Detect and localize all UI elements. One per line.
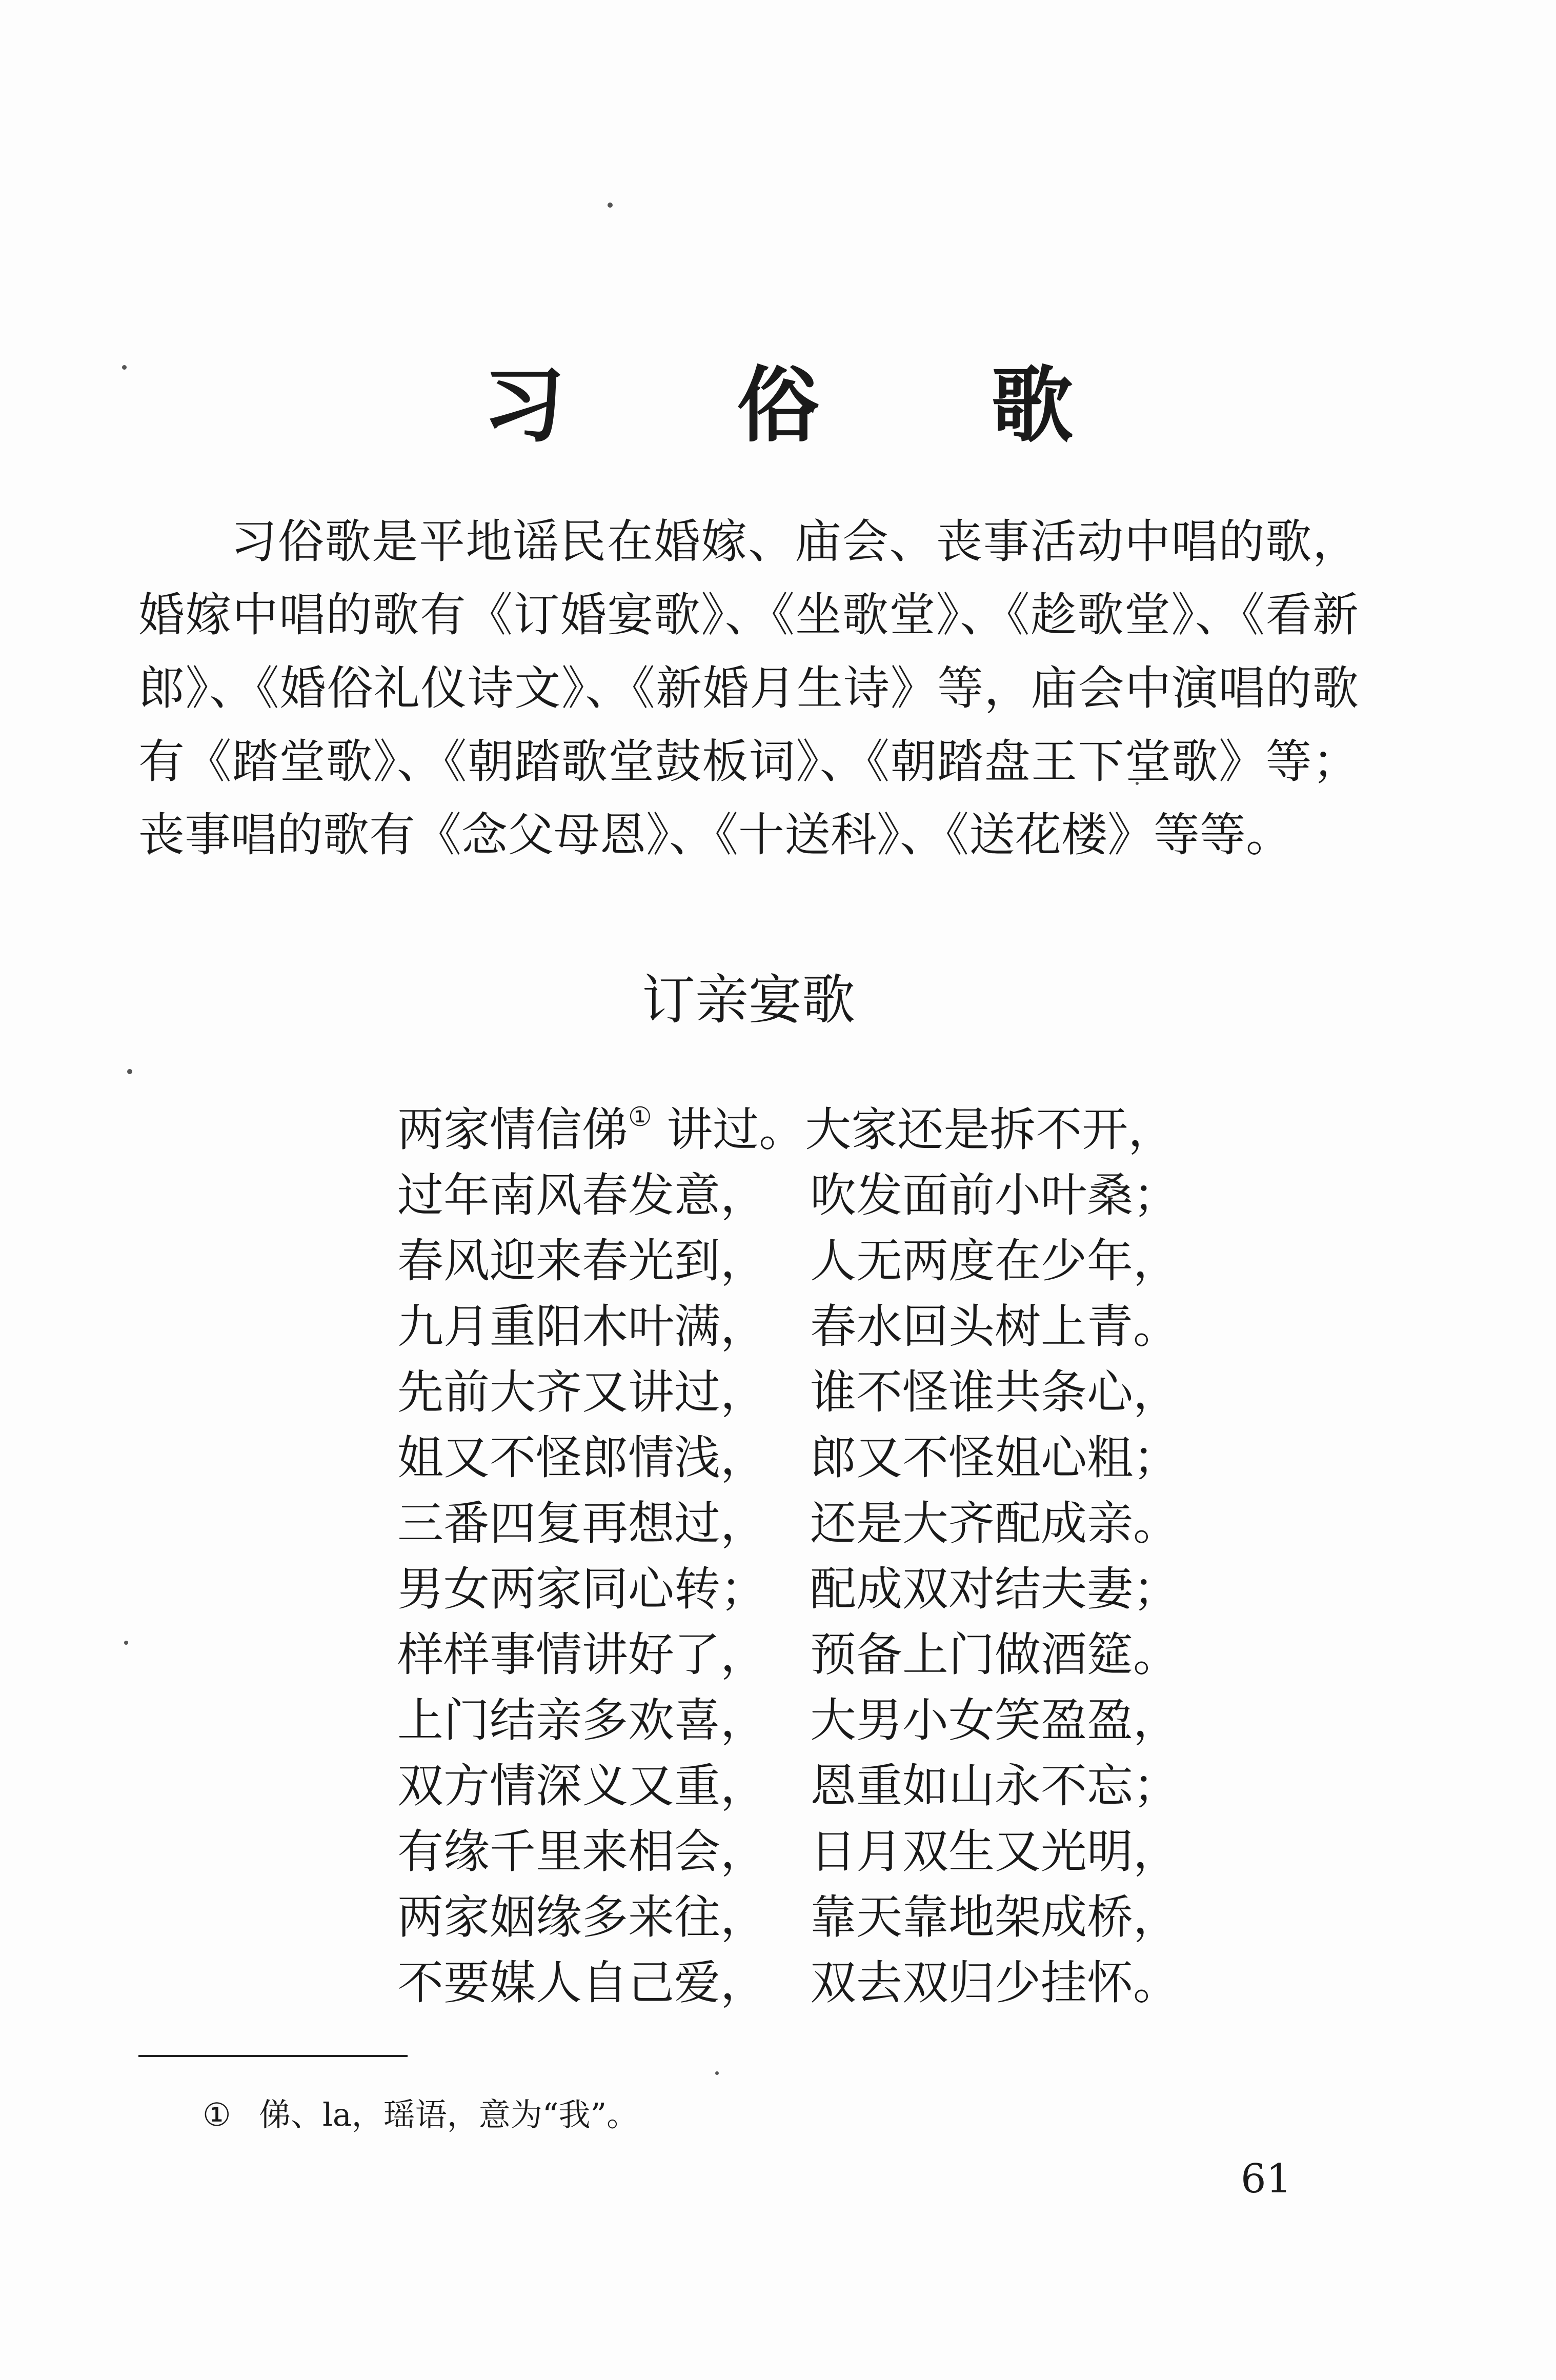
poem-couplet — [397, 1294, 1192, 1360]
poem-couplet-left: 不要媒人自己爱， — [397, 1956, 766, 2010]
poem-couplet-left: 姐又不怪郎情浅， — [397, 1431, 766, 1485]
scan-speck — [124, 1641, 128, 1645]
poem-couplet — [397, 1688, 1192, 1753]
poem-body — [397, 1097, 1192, 2016]
poem-line-first-b: 讲过。大家还是拆不开， — [652, 1103, 1175, 1157]
scan-speck — [608, 203, 613, 208]
poem-couplet — [397, 1950, 1192, 2016]
poem-couplet-right: 预备上门做酒筵。 — [810, 1628, 1179, 1682]
poem-couplet-right: 恩重如山永不忘； — [810, 1759, 1179, 1813]
poem-couplet-left: 九月重阳木叶满， — [397, 1300, 766, 1354]
poem-couplet-right: 配成双对结夫妻； — [810, 1562, 1179, 1616]
intro-paragraph: 习俗歌是平地谣民在婚嫁、庙会、丧事活动中唱的歌，婚嫁中唱的歌有《订婚宴歌》、《坐歌堂》、《趁歌堂》、《看新郎》、《婚俗礼仪诗文》、《新婚月生诗》等，庙会中演唱的歌有《踏堂歌》、《朝踏歌堂鼓板词》、《朝踏盘王下堂歌》等；丧事唱的歌有《念父母恩》、《十送科》、《送花楼》等等。 — [138, 515, 1359, 862]
poem-couplet-right: 还是大齐配成亲。 — [810, 1497, 1179, 1550]
poem-couplet-right: 双去双归少挂怀。 — [810, 1956, 1179, 2010]
poem-couplet-right: 大男小女笑盈盈， — [810, 1693, 1179, 1747]
poem-couplet-right: 吹发面前小叶桑； — [810, 1168, 1179, 1222]
poem-couplet-right: 靠天靠地架成桥， — [810, 1890, 1179, 1944]
footnote — [203, 2092, 638, 2138]
scan-speck — [127, 1069, 132, 1074]
poem-couplet-right: 日月双生又光明， — [810, 1825, 1179, 1879]
poem-couplet — [397, 1425, 1192, 1491]
poem-couplet — [397, 1885, 1192, 1950]
poem-couplet-right: 谁不怪谁共条心， — [810, 1365, 1179, 1419]
poem-couplet-left: 两家姻缘多来往， — [397, 1890, 766, 1944]
footnote-divider — [138, 2055, 408, 2057]
poem-couplet — [397, 1753, 1192, 1819]
poem-couplet-left: 有缘千里来相会， — [397, 1825, 766, 1879]
poem-couplet — [397, 1360, 1192, 1425]
poem-line-first-text — [397, 1103, 1174, 1157]
poem-couplet — [397, 1163, 1192, 1228]
footnote-reference: ① — [628, 1102, 652, 1133]
page-number: 61 — [1241, 2156, 1292, 2202]
poem-line-first-a: 两家情信俤 — [397, 1103, 628, 1157]
poem-couplet-left: 样样事情讲好了， — [397, 1628, 766, 1682]
poem-couplet-right: 人无两度在少年， — [810, 1234, 1179, 1288]
poem-couplet-right: 春水回头树上青。 — [810, 1300, 1179, 1354]
section-title: 习 俗 歌 — [482, 357, 1145, 453]
scan-speck — [715, 2071, 719, 2075]
footnote-text: 俤、la，瑶语，意为“我”。 — [259, 2096, 639, 2133]
poem-couplet-left: 春风迎来春光到， — [397, 1234, 766, 1288]
poem-couplet — [397, 1622, 1192, 1688]
poem-title: 订亲宴歌 — [641, 969, 855, 1031]
poem-couplet — [397, 1491, 1192, 1557]
poem-couplet-left: 三番四复再想过， — [397, 1497, 766, 1550]
poem-couplet-left: 过年南风春发意， — [397, 1168, 766, 1222]
poem-couplet-left: 双方情深义又重， — [397, 1759, 766, 1813]
poem-couplet-right: 郎又不怪姐心粗； — [810, 1431, 1179, 1485]
poem-couplet — [397, 1819, 1192, 1885]
footnote-marker: ① — [203, 2096, 231, 2133]
poem-couplet-left: 男女两家同心转； — [397, 1562, 766, 1616]
poem-couplet-left: 先前大齐又讲过， — [397, 1365, 766, 1419]
poem-line-first — [397, 1097, 1192, 1163]
poem-couplet — [397, 1228, 1192, 1294]
poem-couplet — [397, 1557, 1192, 1622]
poem-couplet-left: 上门结亲多欢喜， — [397, 1693, 766, 1747]
